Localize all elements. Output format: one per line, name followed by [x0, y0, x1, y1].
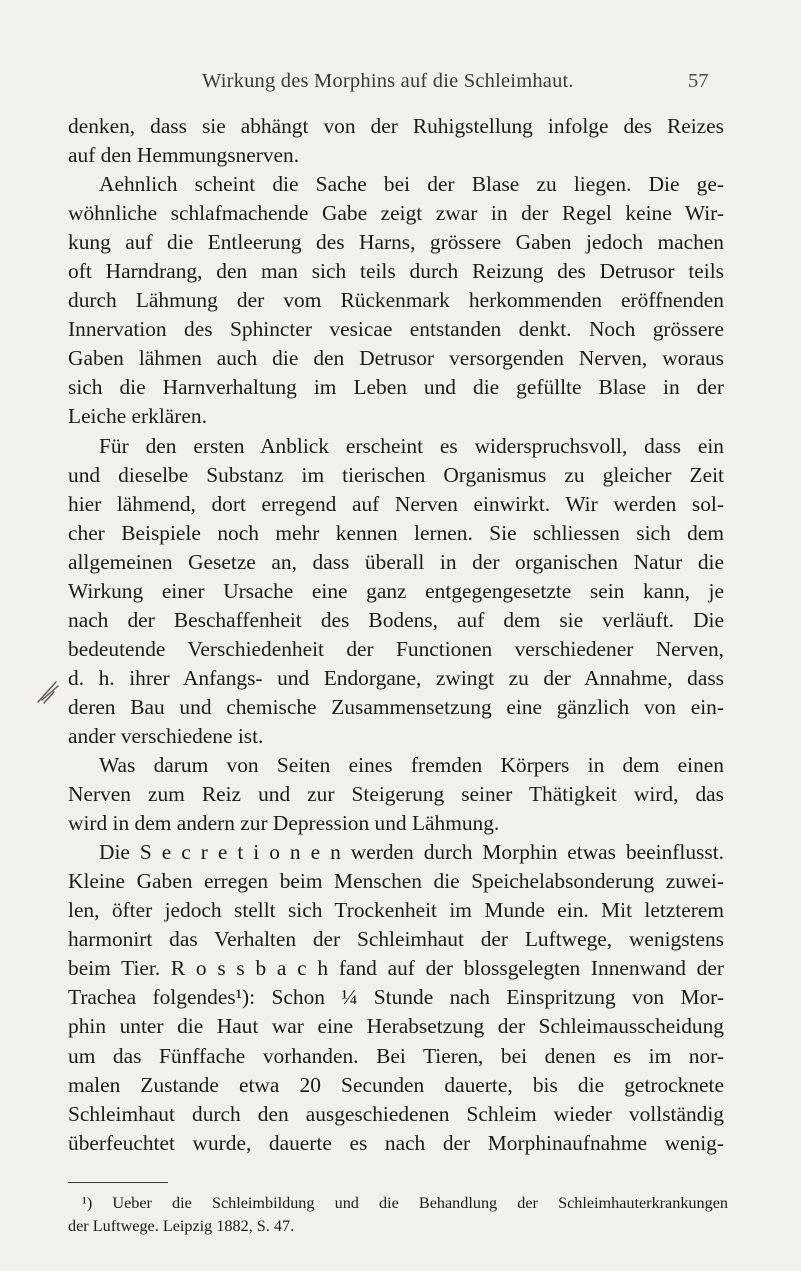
text-line: Innervation des Sphincter vesicae entstanden denkt. Noch grössere — [68, 317, 724, 342]
text-line: denken, dass sie abhängt von der Ruhigstellung infolge des Reizes — [68, 114, 724, 138]
text-line: kung auf die Entleerung des Harns, grössere Gaben jedoch machen — [68, 230, 724, 255]
running-title: Wirkung des Morphins auf die Schleimhaut. — [202, 70, 574, 92]
body-text — [68, 112, 724, 1158]
text-line: harmonirt das Verhalten der Schleimhaut der Luftwege, wenigstens — [68, 927, 724, 952]
footnote-line: der Luftwege. Leipzig 1882, S. 47. — [68, 1216, 295, 1235]
text-line: und dieselbe Substanz im tierischen Organismus zu gleicher Zeit — [68, 462, 724, 487]
text-line: phin unter die Haut war eine Herabsetzung der Schleimausscheidung — [68, 1014, 724, 1039]
text-line: durch Lähmung der vom Rückenmark herkommenden eröffnenden — [68, 288, 724, 313]
text-line: wöhnliche schlafmachende Gabe zeigt zwar in der Regel keine Wir- — [68, 201, 724, 226]
running-head — [0, 70, 801, 100]
text-line: sich die Harnverhaltung im Leben und die gefüllte Blase in der — [68, 375, 724, 400]
text-line: wird in dem andern zur Depression und Lähmung. — [68, 811, 500, 836]
text-line: Was darum von Seiten eines fremden Körpers in dem einen — [99, 753, 724, 778]
text-line: Die S e c r e t i o n e n werden durch Morphin etwas beeinflusst. — [99, 840, 724, 865]
text-line: Nerven zum Reiz und zur Steigerung seiner Thätigkeit wird, das — [68, 782, 724, 807]
text-line: Leiche erklären. — [68, 404, 207, 429]
footnotes — [68, 1192, 728, 1237]
text-line: cher Beispiele noch mehr kennen lernen. Sie schliessen sich dem — [68, 520, 724, 545]
text-line: allgemeinen Gesetze an, dass überall in der organischen Natur die — [68, 549, 724, 574]
text-line: Aehnlich scheint die Sache bei der Blase zu liegen. Die ge- — [99, 172, 724, 197]
footnote-divider — [68, 1182, 168, 1183]
text-line: Gaben lähmen auch die den Detrusor versorgenden Nerven, woraus — [68, 346, 724, 371]
text-line: Wirkung einer Ursache eine ganz entgegengesetzte sein kann, je — [68, 578, 724, 603]
text-line: bedeutende Verschiedenheit der Functionen verschiedener Nerven, — [68, 636, 724, 661]
text-line: len, öfter jedoch stellt sich Trockenheit im Munde ein. Mit letzterem — [68, 898, 724, 923]
text-line: ander verschiedene ist. — [68, 723, 264, 748]
text-line: malen Zustande etwa 20 Secunden dauerte, bis die getrocknete — [68, 1072, 724, 1097]
page-number: 57 — [688, 70, 709, 92]
footnote-line: ¹) Ueber die Schleimbildung und die Behandlung der Schleimhauterkrankungen — [82, 1194, 728, 1212]
text-line: beim Tier. R o s s b a c h fand auf der blossgelegten Innenwand der — [68, 956, 724, 981]
text-line: deren Bau und chemische Zusammensetzung eine gänzlich von ein- — [68, 694, 724, 719]
text-line: Schleimhaut durch den ausgeschiedenen Schleim wieder vollständig — [68, 1101, 724, 1126]
text-line: oft Harndrang, den man sich teils durch Reizung des Detrusor teils — [68, 259, 724, 284]
text-line: nach der Beschaffenheit des Bodens, auf dem sie verläuft. Die — [68, 607, 724, 632]
text-line: auf den Hemmungsnerven. — [68, 143, 300, 168]
text-line: hier lähmend, dort erregend auf Nerven einwirkt. Wir werden sol- — [68, 491, 724, 516]
text-line: d. h. ihrer Anfangs- und Endorgane, zwingt zu der Annahme, dass — [68, 665, 724, 690]
text-line: Trachea folgendes¹): Schon ¼ Stunde nach Einspritzung von Mor- — [68, 985, 724, 1010]
text-line: überfeuchtet wurde, dauerte es nach der Morphinaufnahme wenig- — [68, 1130, 724, 1155]
text-line: Für den ersten Anblick erscheint es widerspruchsvoll, dass ein — [99, 433, 724, 458]
pencil-mark-icon — [34, 674, 62, 706]
text-line: um das Fünffache vorhanden. Bei Tieren, bei denen es im nor- — [68, 1043, 724, 1068]
text-line: Kleine Gaben erregen beim Menschen die Speichelabsonderung zuwei- — [68, 869, 724, 894]
